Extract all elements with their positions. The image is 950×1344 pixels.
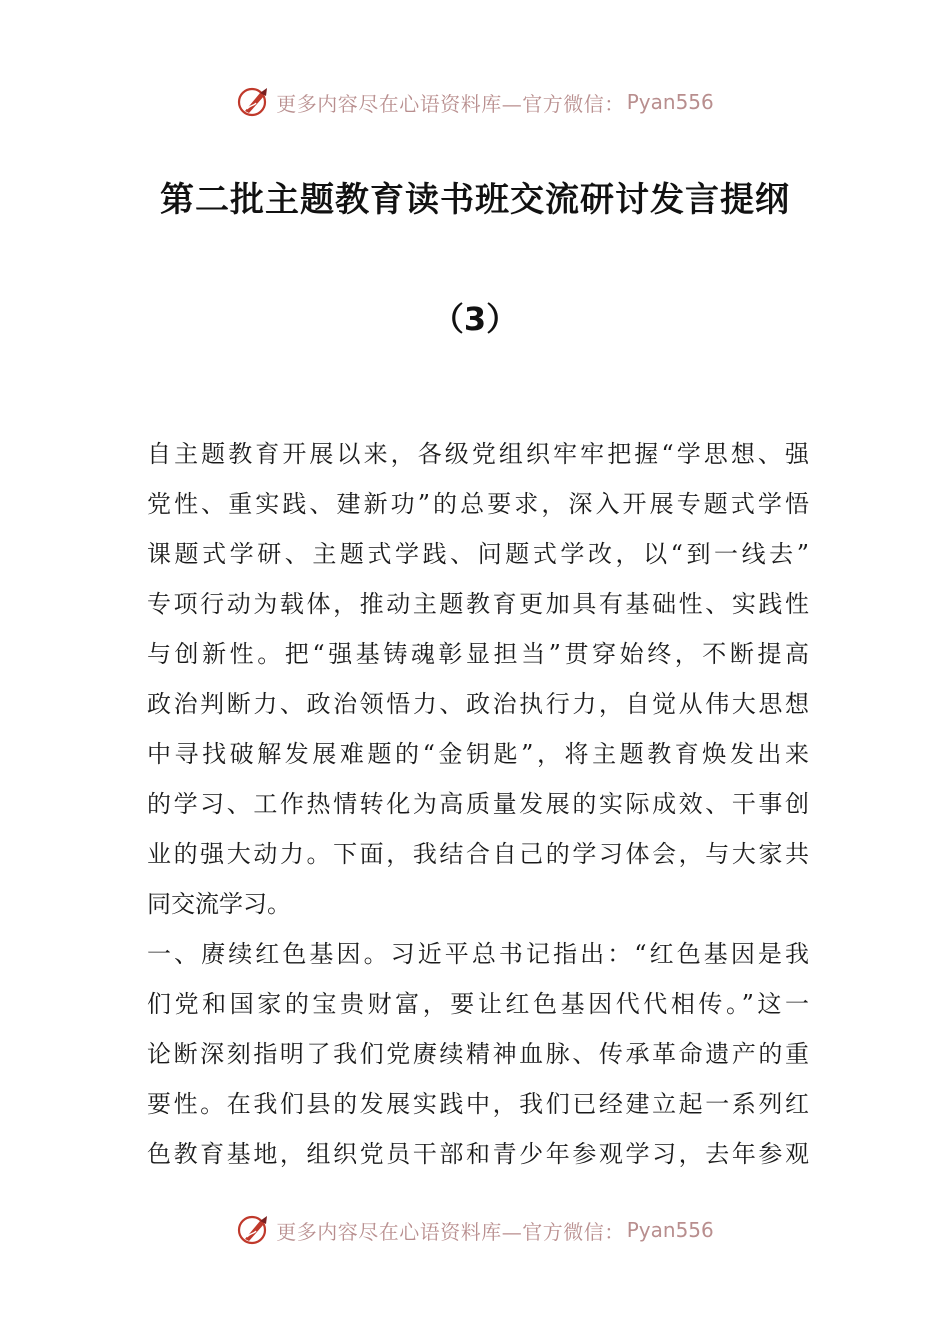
watermark-text: 更多内容尽在心语资料库—官方微信： (276, 91, 625, 116)
pen-nib-logo-icon (236, 1212, 272, 1248)
header-watermark-banner (0, 80, 950, 124)
document-subtitle: （3） (431, 300, 519, 338)
body-line: 政治判断力、政治领悟力、政治执行力，自觉从伟大思想 (147, 690, 809, 718)
body-line: 业的强大动力。下面，我结合自己的学习体会，与大家共 (147, 840, 809, 868)
body-line: 要性。在我们县的发展实践中，我们已经建立起一系列红 (147, 1090, 809, 1118)
body-line: 中寻找破解发展难题的“金钥匙”，将主题教育焕发出来 (147, 740, 809, 768)
body-line: 同交流学习。 (147, 890, 291, 918)
body-line: 课题式学研、主题式学践、问题式学改，以“到一线去” (147, 540, 809, 568)
pen-nib-logo-icon (236, 84, 272, 120)
document-title: 第二批主题教育读书班交流研讨发言提纲 (160, 180, 790, 220)
body-line: 们党和国家的宝贵财富，要让红色基因代代相传。”这一 (147, 990, 809, 1018)
body-line: 一、赓续红色基因。习近平总书记指出：“红色基因是我 (147, 940, 809, 968)
body-line: 论断深刻指明了我们党赓续精神血脉、传承革命遗产的重 (147, 1040, 809, 1068)
watermark-text: 更多内容尽在心语资料库—官方微信： (276, 1219, 625, 1244)
wechat-id: Pyan556 (626, 90, 714, 114)
body-line: 的学习、工作热情转化为高质量发展的实际成效、干事创 (147, 790, 809, 818)
footer-watermark-banner (0, 1208, 950, 1252)
wechat-id: Pyan556 (626, 1218, 714, 1242)
body-line: 色教育基地，组织党员干部和青少年参观学习，去年参观 (147, 1140, 809, 1168)
document-body (147, 436, 809, 1186)
body-line: 党性、重实践、建新功”的总要求，深入开展专题式学悟 (147, 490, 809, 518)
body-line: 自主题教育开展以来，各级党组织牢牢把握“学思想、强 (147, 440, 809, 468)
body-line: 专项行动为载体，推动主题教育更加具有基础性、实践性 (147, 590, 809, 618)
body-line: 与创新性。把“强基铸魂彰显担当”贯穿始终，不断提高 (147, 640, 809, 668)
